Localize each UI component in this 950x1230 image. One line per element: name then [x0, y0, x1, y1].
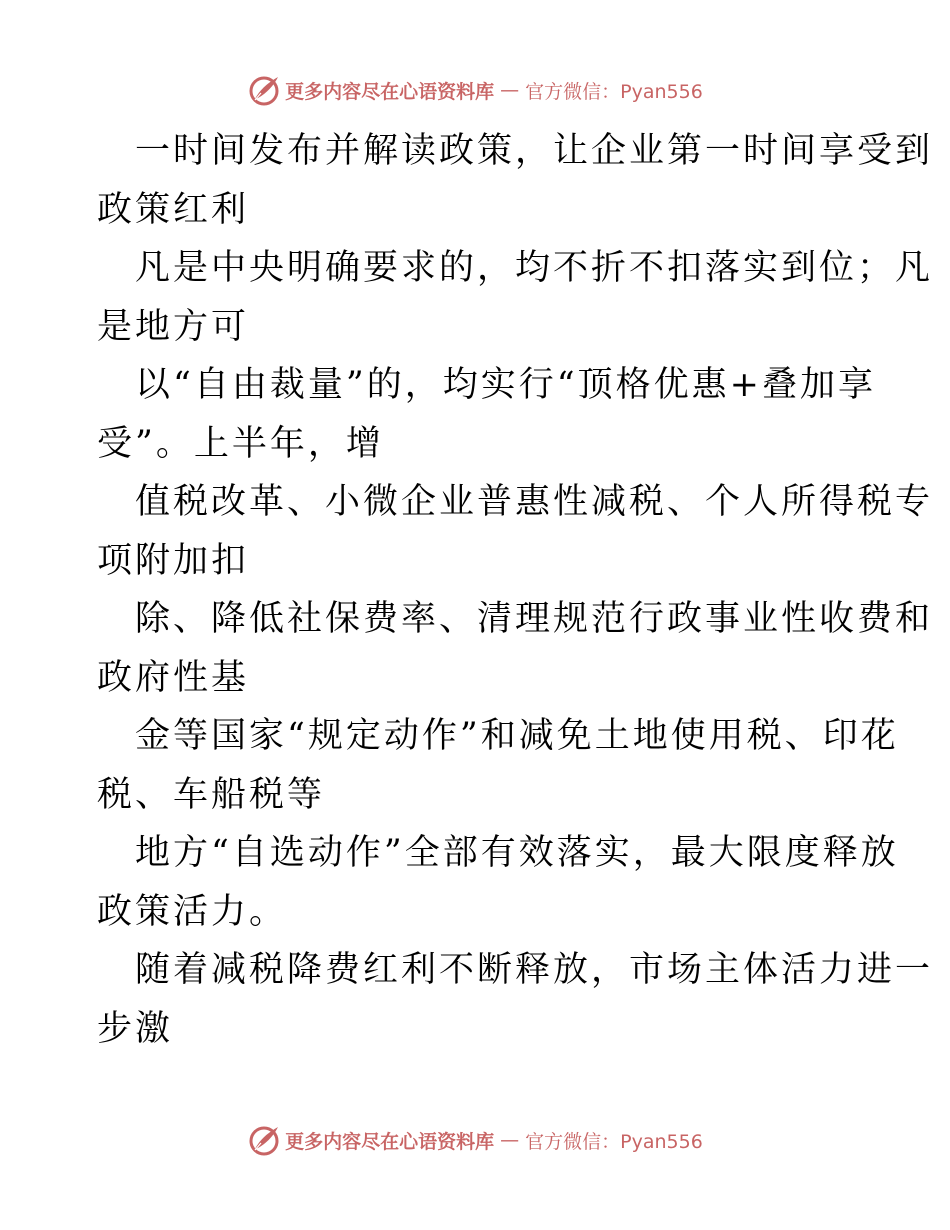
text-line-8: 项附加扣 — [97, 540, 250, 581]
footer-contact: 官方微信：Pyan556 — [525, 1130, 703, 1153]
text-line-9: 除、降低社保费率、清理规范行政事业性收费和 — [135, 599, 934, 639]
text-line-7: 值税改革、小微企业普惠性减税、个人所得税专 — [135, 482, 934, 522]
header-title: 更多内容尽在心语资料库 — [285, 80, 495, 103]
text-line-13: 地方“自选动作”全部有效落实，最大限度释放 — [135, 833, 899, 873]
text-line-3: 凡是中央明确要求的，均不折不扣落实到位；凡 — [135, 248, 934, 288]
header-banner-inner — [247, 73, 703, 107]
text-line-14: 政策活力。 — [97, 891, 288, 932]
footer-banner — [0, 1120, 950, 1160]
footer-separator: — — [500, 1129, 520, 1151]
header-banner — [0, 70, 950, 110]
text-line-15: 随着减税降费红利不断释放，市场主体活力进一 — [135, 950, 934, 990]
footer-title: 更多内容尽在心语资料库 — [285, 1130, 495, 1153]
feather-pen-circle-icon — [247, 73, 281, 107]
document-body — [97, 122, 934, 1058]
header-contact: 官方微信：Pyan556 — [525, 80, 703, 103]
text-line-11: 金等国家“规定动作”和减免土地使用税、印花 — [135, 716, 899, 756]
text-line-4: 是地方可 — [97, 306, 250, 347]
text-line-1: 一时间发布并解读政策，让企业第一时间享受到 — [135, 131, 934, 171]
footer-banner-inner — [247, 1123, 703, 1157]
text-line-10: 政府性基 — [97, 657, 250, 698]
text-line-16: 步激 — [97, 1008, 174, 1049]
text-line-2: 政策红利 — [97, 189, 250, 230]
feather-pen-circle-icon — [247, 1123, 281, 1157]
text-line-6: 受”。上半年，增 — [97, 423, 384, 464]
text-line-12: 税、车船税等 — [97, 774, 326, 815]
text-line-5: 以“自由裁量”的，均实行“顶格优惠+叠加享 — [135, 365, 877, 405]
header-separator: — — [500, 79, 520, 101]
